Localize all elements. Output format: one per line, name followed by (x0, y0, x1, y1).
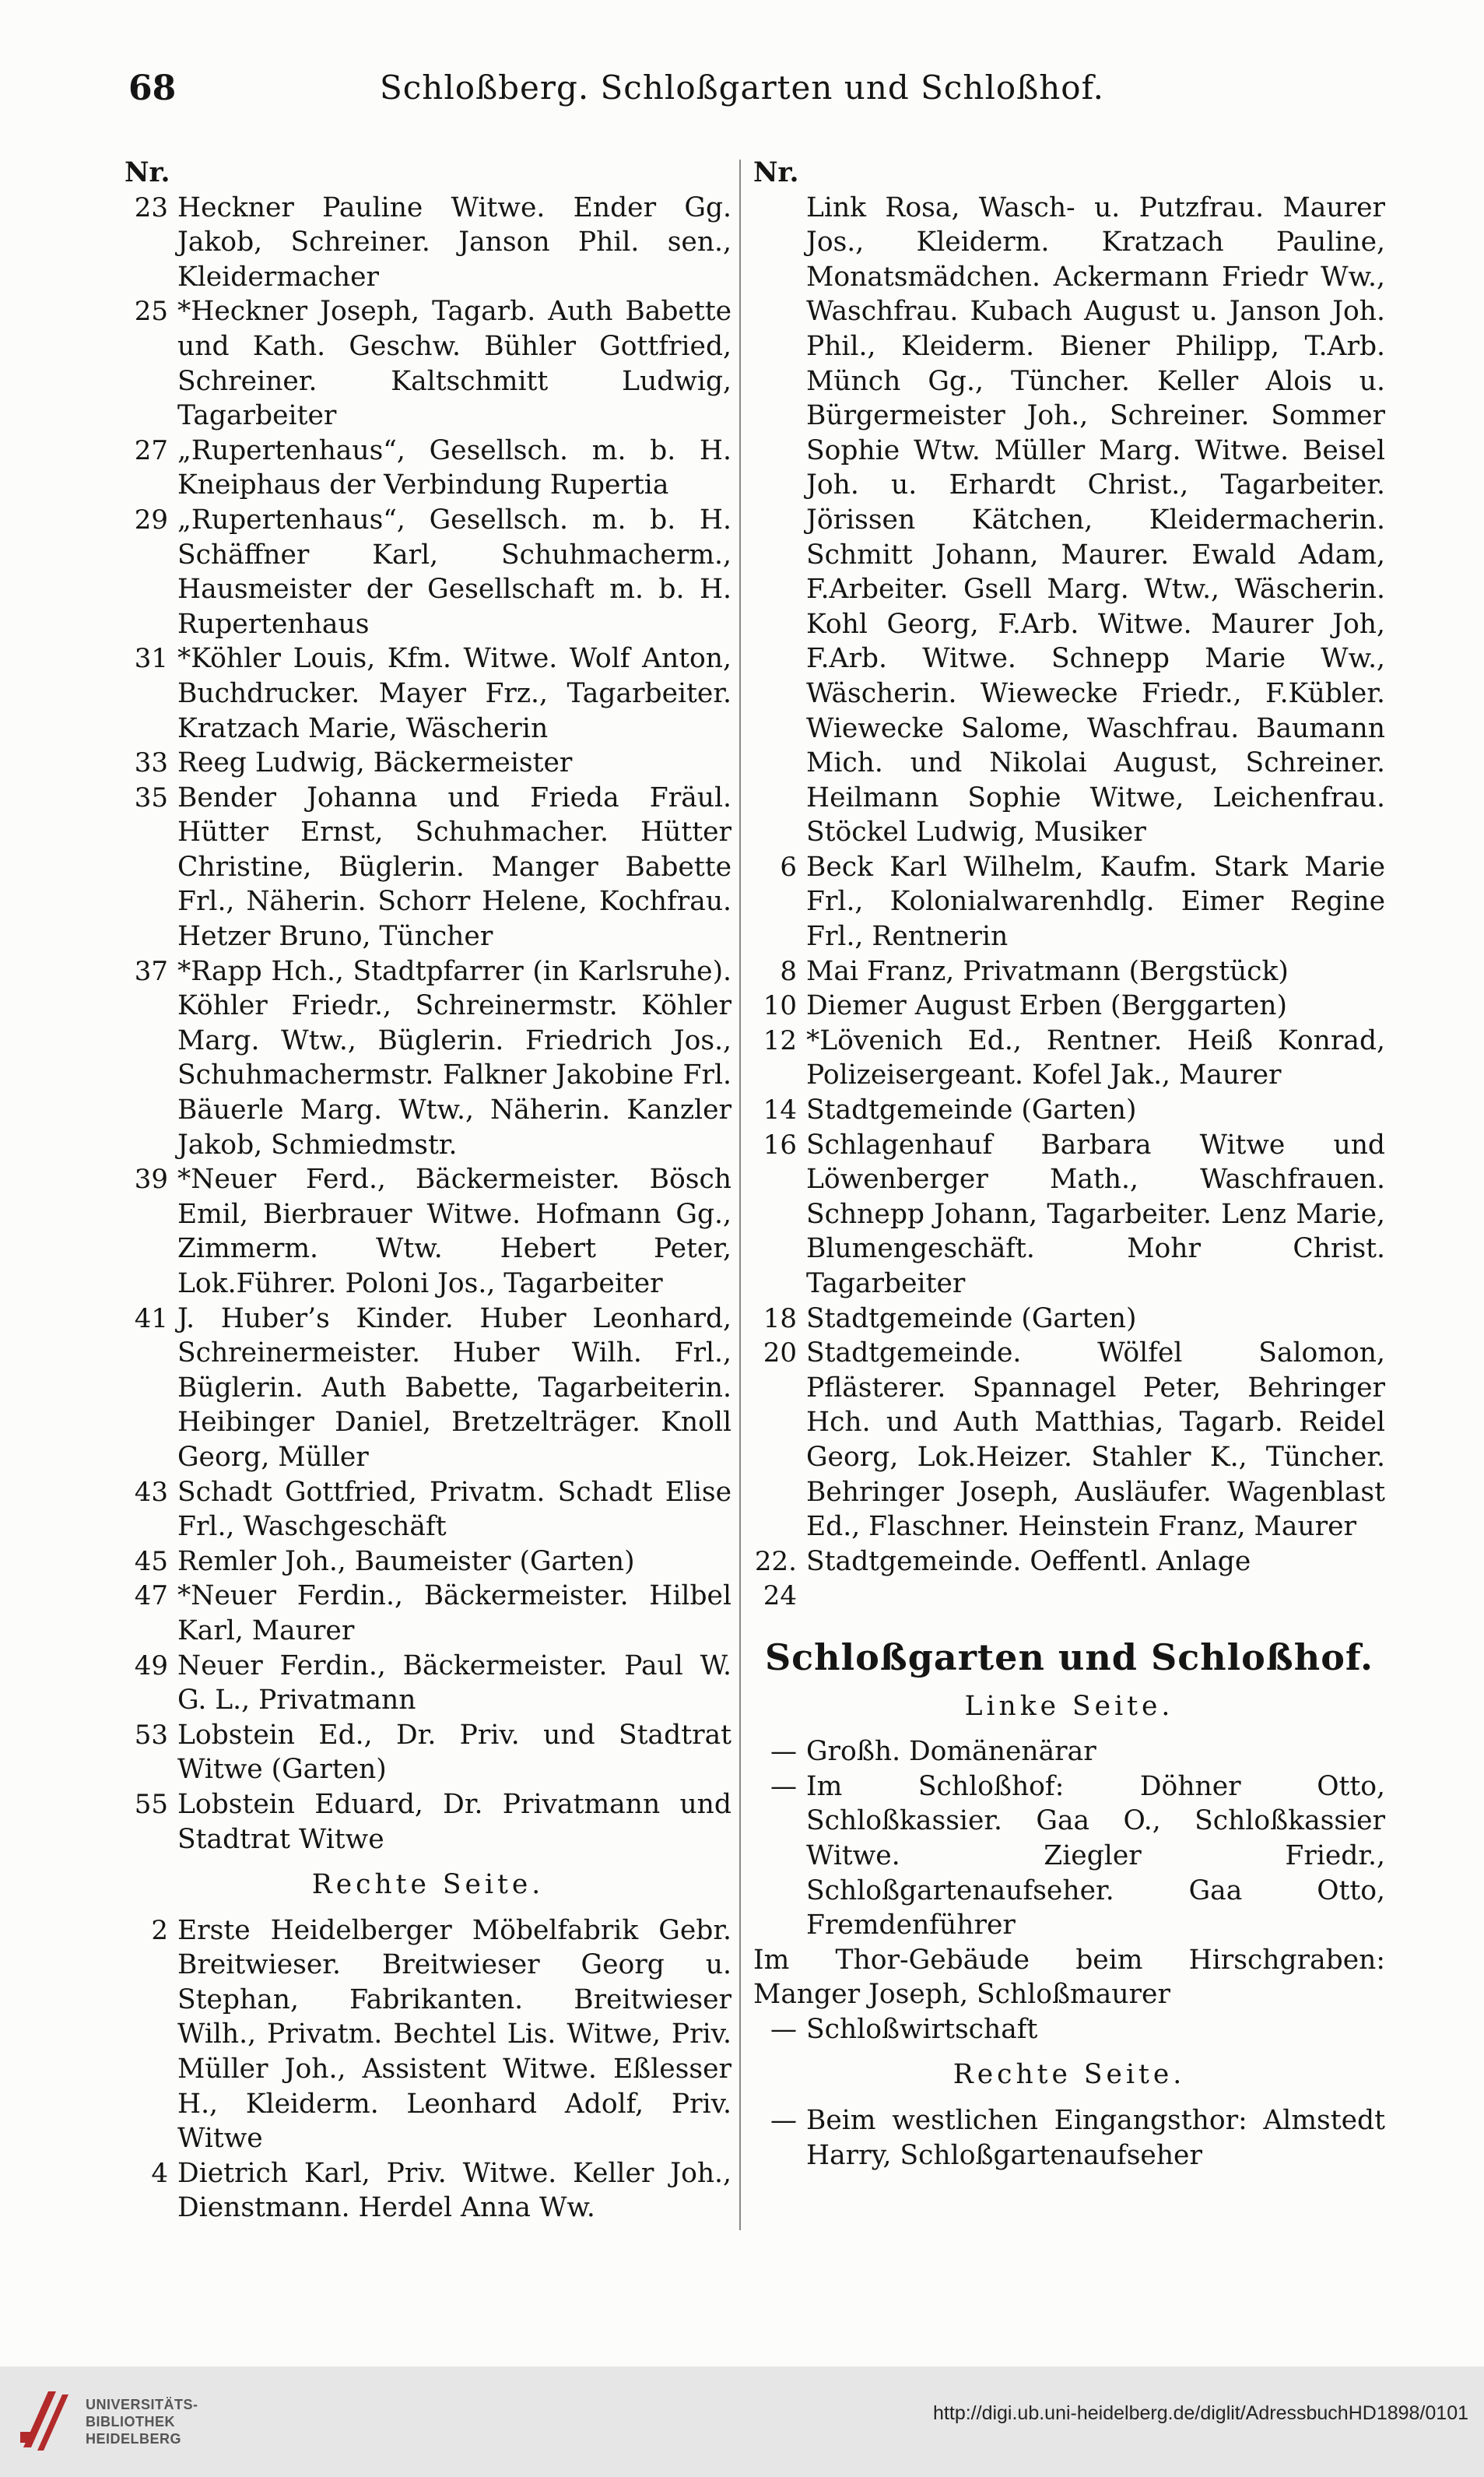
column-divider (739, 160, 741, 2230)
entry-text: *Neuer Ferd., Bäckermeister. Bösch Emil, Bierbrauer Witwe. Hofmann Gg., Zimmerm. Wtw. Hebert Peter, Lok.Führer. Poloni Jos., Tagarbeiter (177, 1164, 731, 1299)
nr-label: Nr. (125, 157, 170, 188)
house-number: 53 (134, 1719, 168, 1751)
list-item (753, 1302, 1385, 1337)
list-item (753, 2103, 1385, 2173)
entry-text: „Rupertenhaus“, Gesellsch. m. b. H. Schäffner Karl, Schuhmacherm., Hausmeister der Gesellschaft m. b. H. Rupertenhaus (177, 504, 731, 640)
entry-text: Lobstein Ed., Dr. Priv. und Stadtrat Witwe (Garten) (177, 1719, 731, 1786)
list-item (753, 1769, 1385, 1943)
entry-text: Schloßwirtschaft (806, 2013, 1038, 2045)
entry-text: *Rapp Hch., Stadtpfarrer (in Karlsruhe). Köhler Friedr., Schreinermstr. Köhler Marg. Wtw., Büglerin. Friedrich Jos., Schuhmachermstr. Falkner Jakobine Frl. Bäuerle Marg. Wtw., Näherin. Kanzler Jakob, Schmiedmstr. (177, 955, 731, 1161)
source-url-link[interactable]: http://digi.ub.uni-heidelberg.de/diglit/AdressbuchHD1898/0101 (933, 2402, 1468, 2424)
entry-text: Dietrich Karl, Priv. Witwe. Keller Joh., Dienstmann. Herdel Anna Ww. (177, 2157, 731, 2224)
section-title-left-side: Linke Seite. (964, 1690, 1174, 1722)
house-number: 33 (134, 747, 168, 779)
list-item (125, 1579, 731, 1648)
house-number: 55 (134, 1788, 168, 1820)
list-item (125, 1649, 731, 1718)
page-header (0, 69, 1484, 115)
entry-text: Diemer August Erben (Berggarten) (806, 990, 1287, 1022)
house-number: 29 (134, 504, 168, 536)
house-number: 20 (763, 1337, 797, 1369)
entry-text: Erste Heidelberger Möbelfabrik Gebr. Breitwieser. Breitwieser Georg u. Stephan, Fabrikanten. Breitwieser Wilh., Privatm. Bechtel Lis. Witwe, Priv. Müller Joh., Assistent Witwe. Eßlesser H., Kleiderm. Leonhard Adolf, Priv. Witwe (177, 1914, 731, 2155)
entry-text: Mai Franz, Privatmann (Bergstück) (806, 955, 1289, 987)
house-number: 25 (134, 296, 168, 328)
entry-text: *Heckner Joseph, Tagarb. Auth Babette und Kath. Geschw. Bühler Gottfried, Schreiner. Kaltschmitt Ludwig, Tagarbeiter (177, 296, 731, 432)
entry-text: *Neuer Ferdin., Bäckermeister. Hilbel Karl, Maurer (177, 1580, 731, 1646)
list-item (753, 1128, 1385, 1302)
entry-text: Schlagenhauf Barbara Witwe und Löwenberger Math., Waschfrauen. Schnepp Johann, Tagarbeiter. Lenz Marie, Blumengeschäft. Mohr Christ. Tagarbeiter (806, 1129, 1385, 1299)
entry-text: *Lövenich Ed., Rentner. Heiß Konrad, Polizeisergeant. Kofel Jak., Maurer (806, 1024, 1385, 1091)
house-number: 37 (134, 955, 168, 987)
house-number: 41 (134, 1302, 168, 1334)
list-item (125, 1475, 731, 1544)
house-number: 18 (763, 1302, 797, 1334)
list-item (125, 1913, 731, 2156)
entry-text: *Köhler Louis, Kfm. Witwe. Wolf Anton, Buchdrucker. Mayer Frz., Tagarbeiter. Kratzach Marie, Wäscherin (177, 643, 731, 744)
library-logo-text: UNIVERSITÄTS- BIBLIOTHEK HEIDELBERG (86, 2397, 198, 2447)
list-item (753, 1024, 1385, 1093)
entry-text: Heckner Pauline Witwe. Ender Gg. Jakob, Schreiner. Janson Phil. sen., Kleidermacher (177, 191, 731, 293)
entry-text: Bender Johanna und Frieda Fräul. Hütter Ernst, Schuhmacher. Hütter Christine, Büglerin. Manger Babette Frl., Näherin. Schorr Helene, Kochfrau. Hetzer Bruno, Tüncher (177, 782, 731, 953)
entry-text: Lobstein Eduard, Dr. Privatmann und Stadtrat Witwe (177, 1788, 731, 1855)
list-item (125, 954, 731, 1163)
house-number: 47 (134, 1580, 168, 1612)
list-item (753, 1734, 1385, 1769)
house-number: 27 (134, 434, 168, 466)
house-number: 2 (151, 1914, 168, 1946)
page-number: 68 (128, 69, 177, 108)
house-number: 8 (780, 955, 797, 987)
list-item (125, 1787, 731, 1857)
list-item (125, 503, 731, 641)
list-item (125, 1718, 731, 1787)
list-item (753, 1093, 1385, 1128)
entry-text: Link Rosa, Wasch- u. Putzfrau. Maurer Jos., Kleiderm. Kratzach Pauline, Monatsmädchen. Ackermann Friedr Ww., Waschfrau. Kubach August u. Janson Joh. Phil., Kleiderm. Biener Philipp, T.Arb. Münch Gg., Tüncher. Keller Alois u. Bürgermeister Joh., Schreiner. Sommer Sophie Wtw. Müller Marg. Witwe. Beisel Joh. u. Erhardt Christ., Tagarbeiter. Jörissen Kätchen, Kleidermacherin. Schmitt Johann, Maurer. Ewald Adam, F.Arbeiter. Gsell Marg. Wtw., Wäscherin. Kohl Georg, F.Arb. Witwe. Maurer Joh, F.Arb. Witwe. Schnepp Marie Ww., Wäscherin. Wiewecke Friedr., F.Kübler. Wiewecke Salome, Waschfrau. Baumann Mich. und Nikolai August, Schreiner. Heilmann Sophie Witwe, Leichenfrau. Stöckel Ludwig, Musiker (806, 191, 1385, 849)
entry-text: J. Huber’s Kinder. Huber Leonhard, Schreinermeister. Huber Wilh. Frl., Büglerin. Auth Babette, Tagarbeiterin. Heibinger Daniel, Bretzelträger. Knoll Georg, Müller (177, 1302, 731, 1473)
house-number: — (770, 1770, 797, 1802)
entry-text: Schadt Gottfried, Privatm. Schadt Elise Frl., Waschgeschäft (177, 1476, 731, 1543)
entry-text: Stadtgemeinde. Oeffentl. Anlage (806, 1545, 1251, 1577)
list-item (753, 989, 1385, 1024)
list-item (125, 1544, 731, 1579)
section-heading: Schloßgarten und Schloßhof. (764, 1636, 1374, 1678)
thor-entry (753, 1943, 1385, 2012)
left-column (125, 156, 731, 2226)
house-number: 43 (134, 1476, 168, 1508)
house-number: 45 (134, 1545, 168, 1577)
entry-text: Stadtgemeinde (Garten) (806, 1302, 1137, 1334)
list-item (753, 850, 1385, 954)
library-logo-icon (17, 2385, 72, 2457)
library-footer (0, 2366, 1484, 2477)
house-number: — (770, 2013, 797, 2045)
house-number: 12 (763, 1024, 797, 1056)
entry-text: Im Thor-Gebäude beim Hirschgraben: Manger Joseph, Schloßmaurer (753, 1944, 1385, 2011)
list-item (125, 2156, 731, 2226)
list-item (125, 641, 731, 746)
list-item (753, 1336, 1385, 1544)
page-title: Schloßberg. Schloßgarten und Schloßhof. (380, 69, 1104, 107)
house-number: 14 (763, 1094, 797, 1126)
house-number: 39 (134, 1164, 168, 1196)
entry-text: Reeg Ludwig, Bäckermeister (177, 747, 573, 779)
entry-text: Im Schloßhof: Döhner Otto, Schloßkassier. Gaa O., Schloßkassier Witwe. Ziegler Friedr., Schloßgartenaufseher. Gaa Otto, Fremdenführer (806, 1770, 1385, 1941)
house-number: 23 (134, 191, 168, 223)
list-item (125, 191, 731, 295)
entry-list (125, 1913, 731, 2226)
entry-text: Stadtgemeinde. Wölfel Salomon, Pflästerer. Spannagel Peter, Behringer Hch. und Auth Matthias, Tagarb. Reidel Georg, Lok.Heizer. Stahler K., Tüncher. Behringer Joseph, Ausläufer. Wagenblast Ed., Flaschner. Heinstein Franz, Maurer (806, 1337, 1385, 1543)
house-number: 35 (134, 782, 168, 813)
continuation-entry (753, 191, 1385, 850)
list-item (753, 2012, 1385, 2047)
house-number: 49 (134, 1650, 168, 1681)
entry-text: Beck Karl Wilhelm, Kaufm. Stark Marie Frl., Kolonialwarenhdlg. Eimer Regine Frl., Rentnerin (806, 851, 1385, 953)
entry-text: „Rupertenhaus“, Gesellsch. m. b. H. Kneiphaus der Verbindung Rupertia (177, 434, 731, 501)
list-item (125, 781, 731, 954)
list-item (753, 954, 1385, 989)
house-number: 22. 24 (754, 1545, 797, 1612)
entry-text: Beim westlichen Eingangsthor: Almstedt Harry, Schloßgartenaufseher (806, 2105, 1385, 2171)
list-item (125, 294, 731, 433)
house-number: 10 (763, 990, 797, 1022)
entry-list (753, 1734, 1385, 1943)
section-title-right-side: Rechte Seite. (952, 2059, 1186, 2091)
entry-text: Remler Joh., Baumeister (Garten) (177, 1545, 635, 1577)
right-column (753, 156, 1385, 2173)
house-number: — (770, 1736, 797, 1768)
house-number: — (770, 2105, 797, 2137)
nr-label: Nr. (753, 157, 799, 188)
house-number: 31 (134, 643, 168, 675)
list-item (125, 746, 731, 781)
section-title-right-side: Rechte Seite. (311, 1869, 545, 1901)
entry-list (125, 191, 731, 1857)
list-item (125, 1302, 731, 1475)
entry-list (753, 2012, 1385, 2047)
house-number: 4 (151, 2157, 168, 2189)
entry-list (753, 850, 1385, 1614)
house-number: 16 (763, 1129, 797, 1161)
list-item (125, 434, 731, 503)
entry-list (753, 2103, 1385, 2173)
list-item (125, 1162, 731, 1301)
house-number: 6 (780, 851, 797, 883)
entry-text: Stadtgemeinde (Garten) (806, 1094, 1137, 1126)
entry-text: Neuer Ferdin., Bäckermeister. Paul W. G. L., Privatmann (177, 1650, 731, 1716)
entry-text: Großh. Domänenärar (806, 1736, 1096, 1768)
list-item (753, 1544, 1385, 1614)
